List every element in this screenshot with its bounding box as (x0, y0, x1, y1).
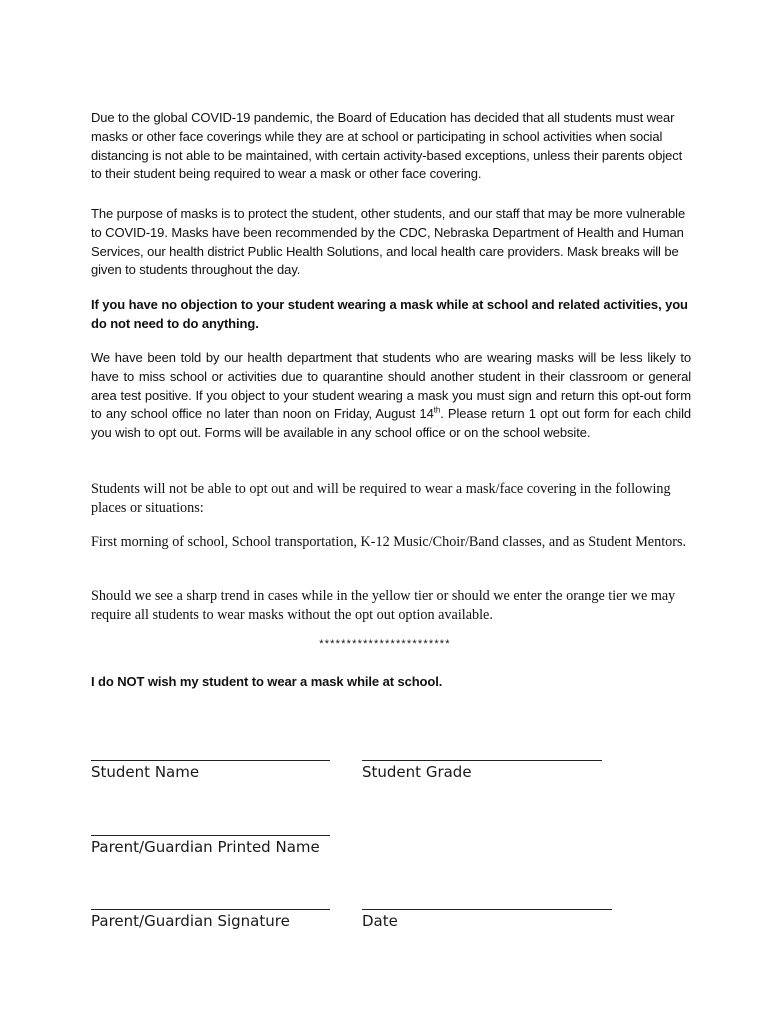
parent-printed-name-label: Parent/Guardian Printed Name (91, 838, 320, 856)
date-line[interactable] (362, 909, 612, 910)
paragraph-no-opt-out-situations: Students will not be able to opt out and will be required to wear a mask/face covering in the following places or situations: (91, 481, 671, 516)
paragraph-tier-warning: Should we see a sharp trend in cases while in the yellow tier or should we enter the orange tier we may require all students to wear masks without the opt out option available. (91, 588, 676, 623)
student-grade-label: Student Grade (362, 763, 472, 781)
parent-printed-name-line[interactable] (91, 835, 330, 836)
parent-signature-label: Parent/Guardian Signature (91, 912, 290, 930)
student-name-label: Student Name (91, 763, 200, 781)
opt-out-text-part2: . Please return 1 opt out form for each child you wish to opt out. Forms will be available in any school office or on the school website. (91, 406, 691, 441)
paragraph-opt-out-instructions (91, 349, 691, 443)
paragraph-situations-list: First morning of school, School transportation, K-12 Music/Choir/Band classes, and as Student Mentors. (91, 534, 687, 550)
student-grade-line[interactable] (362, 760, 602, 761)
paragraph-board-decision: Due to the global COVID-19 pandemic, the Board of Education has decided that all students must wear masks or other face coverings while they are at school or participating in school activities when social distancing is not able to be maintained, with certain activity-based exceptions, unless their parents object to their student being required to wear a mask or other face covering. (91, 110, 683, 182)
paragraph-mask-purpose: The purpose of masks is to protect the student, other students, and our staff that may be more vulnerable to COVID-19. Masks have been recommended by the CDC, Nebraska Department of Health and Human Services, our health district Public Health Solutions, and local health care providers. Mask breaks will be given to students throughout the day. (91, 206, 686, 278)
student-name-line[interactable] (91, 760, 330, 761)
parent-signature-line[interactable] (91, 909, 330, 910)
date-ordinal-superscript: th (433, 406, 441, 416)
separator-asterisks: ************************ (319, 638, 451, 650)
date-label: Date (362, 912, 398, 930)
opt-out-text-part1: We have been told by our health department that students who are wearing masks will be less likely to have to miss school or activities due to quarantine should another student in their classroom or general area test positive. If you object to your student wearing a mask you must sign and return this opt-out form to any school office no later than noon on Friday, August 14 (91, 350, 691, 422)
opt-out-statement: I do NOT wish my student to wear a mask while at school. (91, 674, 443, 689)
paragraph-no-objection: If you have no objection to your student wearing a mask while at school and related activities, you do not need to do anything. (91, 297, 688, 331)
